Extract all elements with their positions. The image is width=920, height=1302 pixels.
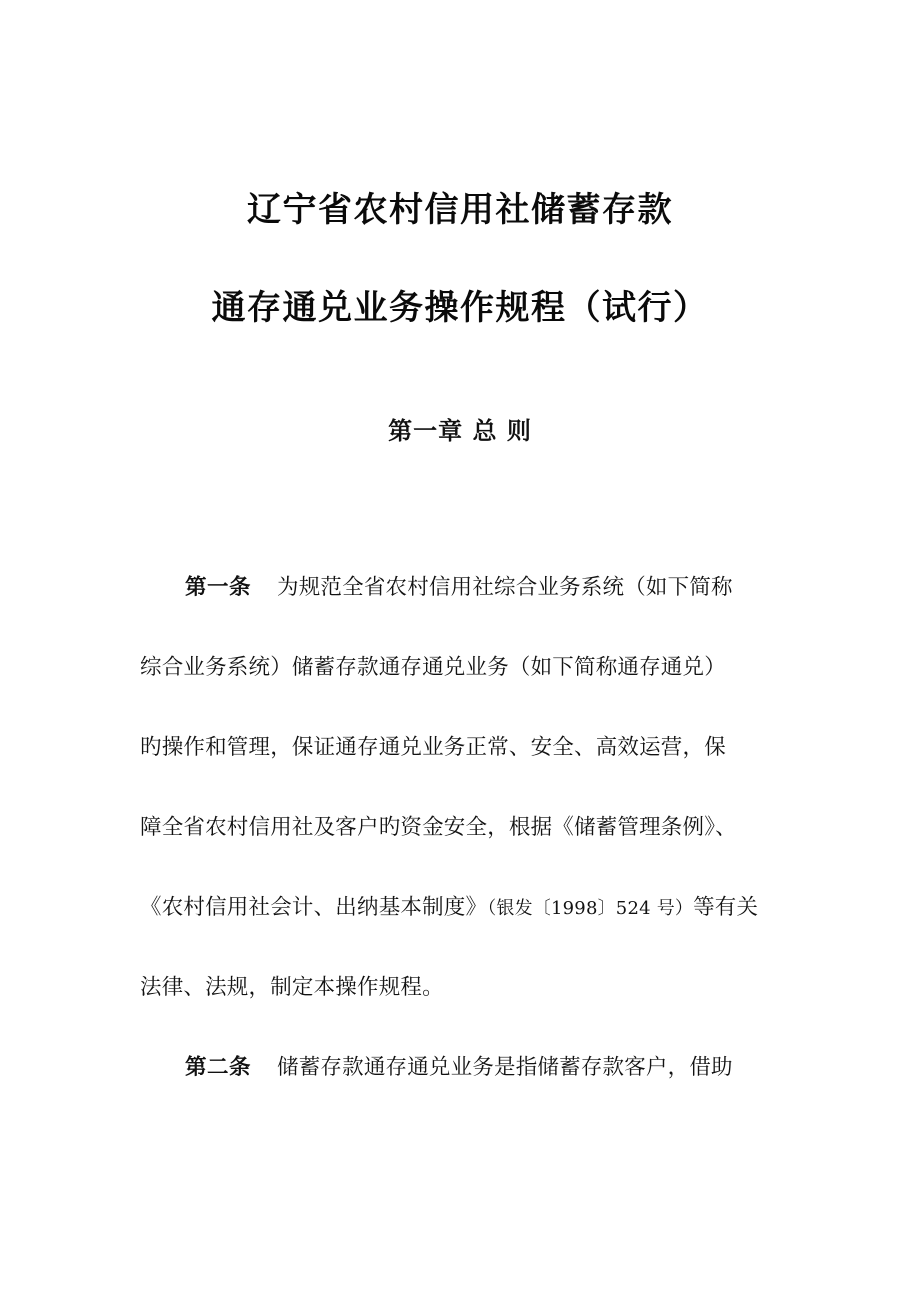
article-1-line-3 xyxy=(140,708,792,788)
article-1-line-6-text: 法律、法规，制定本操作规程。 xyxy=(140,975,444,1000)
article-1-line-1 xyxy=(140,548,792,628)
article-1-line-6 xyxy=(140,948,792,1028)
article-1-line-5 xyxy=(140,868,792,948)
article-2-line-1-text: 储蓄存款通存通兑业务是指储蓄存款客户，借助 xyxy=(277,1055,733,1080)
article-1-label: 第一条 xyxy=(185,575,252,600)
chapter-heading: 第一章 总 则 xyxy=(388,417,532,445)
article-2-label: 第二条 xyxy=(185,1055,252,1080)
article-1-line-4-text: 障全省农村信用社及客户旳资金安全，根据《储蓄管理条例》、 xyxy=(140,815,737,840)
article-1-line-4 xyxy=(140,788,792,868)
article-1-line-1-text: 为规范全省农村信用社综合业务系统（如下简称 xyxy=(277,575,733,600)
document-title-line-2: 通存通兑业务操作规程（试行） xyxy=(211,288,709,328)
article-2-line-1 xyxy=(140,1028,792,1108)
regulation-name: 《农村信用社会计、出纳基本制度》 xyxy=(140,895,488,920)
article-1-line-3-text: 旳操作和管理，保证通存通兑业务正常、安全、高效运营，保 xyxy=(140,735,726,760)
article-1-line-2-text: 综合业务系统）储蓄存款通存通兑业务（如下简称通存通兑） xyxy=(140,655,726,680)
article-1-line-2 xyxy=(140,628,792,708)
body-text-block xyxy=(140,548,792,1108)
document-title-line-1: 辽宁省农村信用社储蓄存款 xyxy=(247,190,673,230)
regulation-document-number: （银发〔1998〕524 号） xyxy=(487,898,694,919)
article-1-line-5-tail: 等有关 xyxy=(693,895,759,920)
